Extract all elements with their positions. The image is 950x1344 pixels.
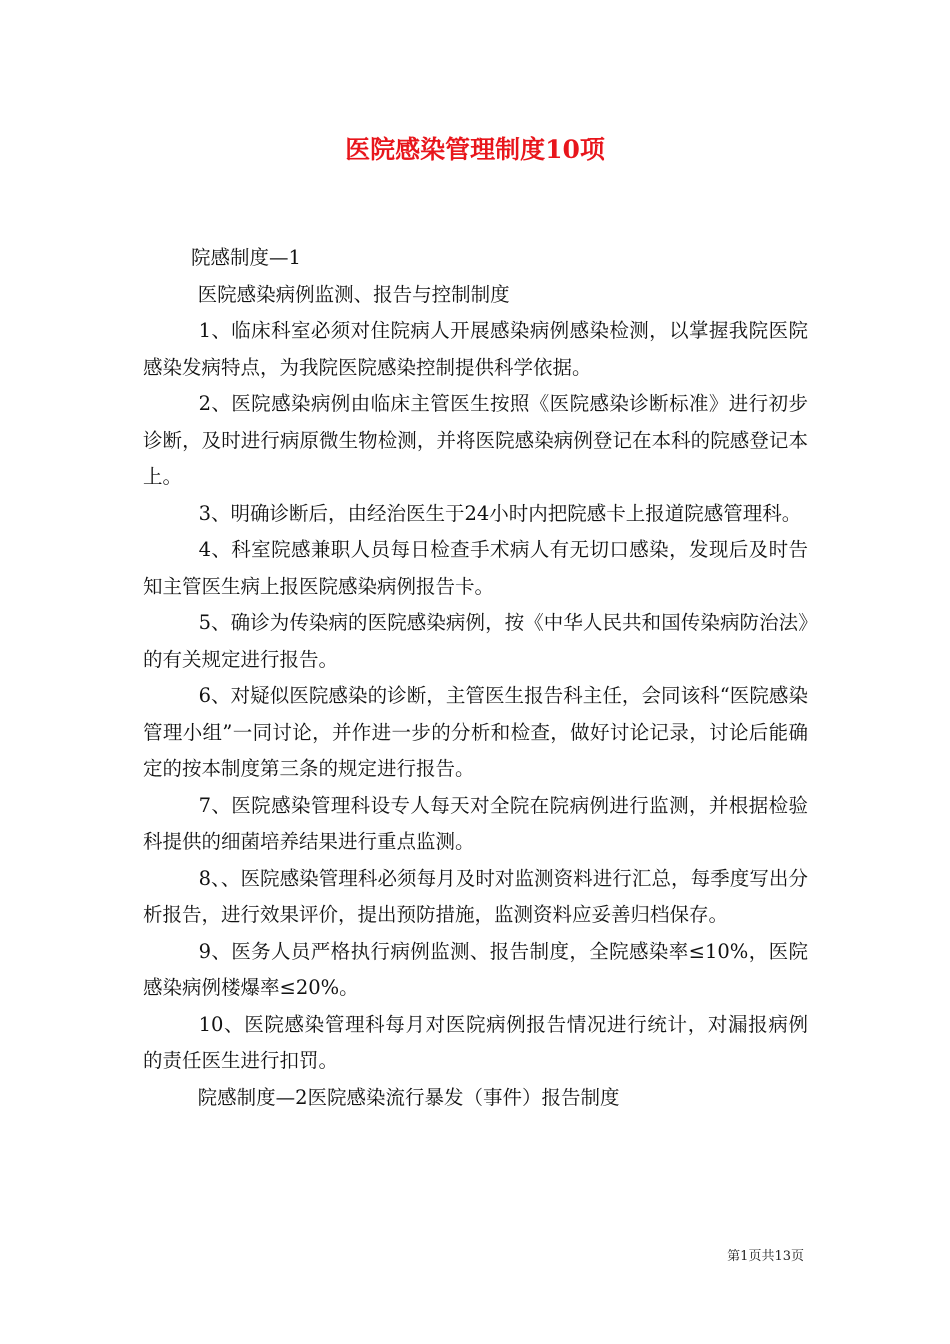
rule-item-5: 5、确诊为传染病的医院感染病例，按《中华人民共和国传染病防治法》的有关规定进行报告。	[143, 611, 808, 671]
section-heading: 医院感染病例监测、报告与控制制度	[197, 282, 510, 306]
rule-item-9: 9、医务人员严格执行病例监测、报告制度，全院感染率≤10%，医院感染病例楼爆率≤20%。	[143, 939, 808, 999]
rule-item-3: 3、明确诊断后，由经治医生于24小时内把院感卡上报道院感管理科。	[198, 501, 802, 525]
rule-item-4: 4、科室院感兼职人员每日检查手术病人有无切口感染，发现后及时告知主管医生病上报医院感染病例报告卡。	[143, 538, 808, 598]
page-number: 第1页共13页	[727, 1249, 804, 1264]
document-body	[143, 240, 808, 1116]
rule-item-10: 10、医院感染管理科每月对医院病例报告情况进行统计，对漏报病例的责任医生进行扣罚。	[143, 1012, 808, 1072]
rule-item-6: 6、对疑似医院感染的诊断，主管医生报告科主任，会同该科“医院感染管理小组”一同讨论，并作进一步的分析和检查，做好讨论记录，讨论后能确定的按本制度第三条的规定进行报告。	[143, 684, 808, 780]
rule-item-2: 2、医院感染病例由临床主管医生按照《医院感染诊断标准》进行初步诊断，及时进行病原微生物检测，并将医院感染病例登记在本科的院感登记本上。	[143, 392, 808, 488]
rule-item-7: 7、医院感染管理科设专人每天对全院在院病例进行监测，并根据检验科提供的细菌培养结果进行重点监测。	[143, 793, 808, 853]
next-section-heading: 院感制度—2医院感染流行暴发（事件）报告制度	[197, 1085, 620, 1109]
rule-item-8: 8、、医院感染管理科必须每月及时对监测资料进行汇总，每季度写出分析报告，进行效果评价，提出预防措施，监测资料应妥善归档保存。	[143, 866, 808, 926]
rule-item-1: 1、临床科室必须对住院病人开展感染病例感染检测，以掌握我院医院感染发病特点，为我院医院感染控制提供科学依据。	[143, 319, 808, 379]
section-label: 院感制度—1	[191, 246, 301, 269]
document-title: 医院感染管理制度10项	[345, 135, 605, 164]
